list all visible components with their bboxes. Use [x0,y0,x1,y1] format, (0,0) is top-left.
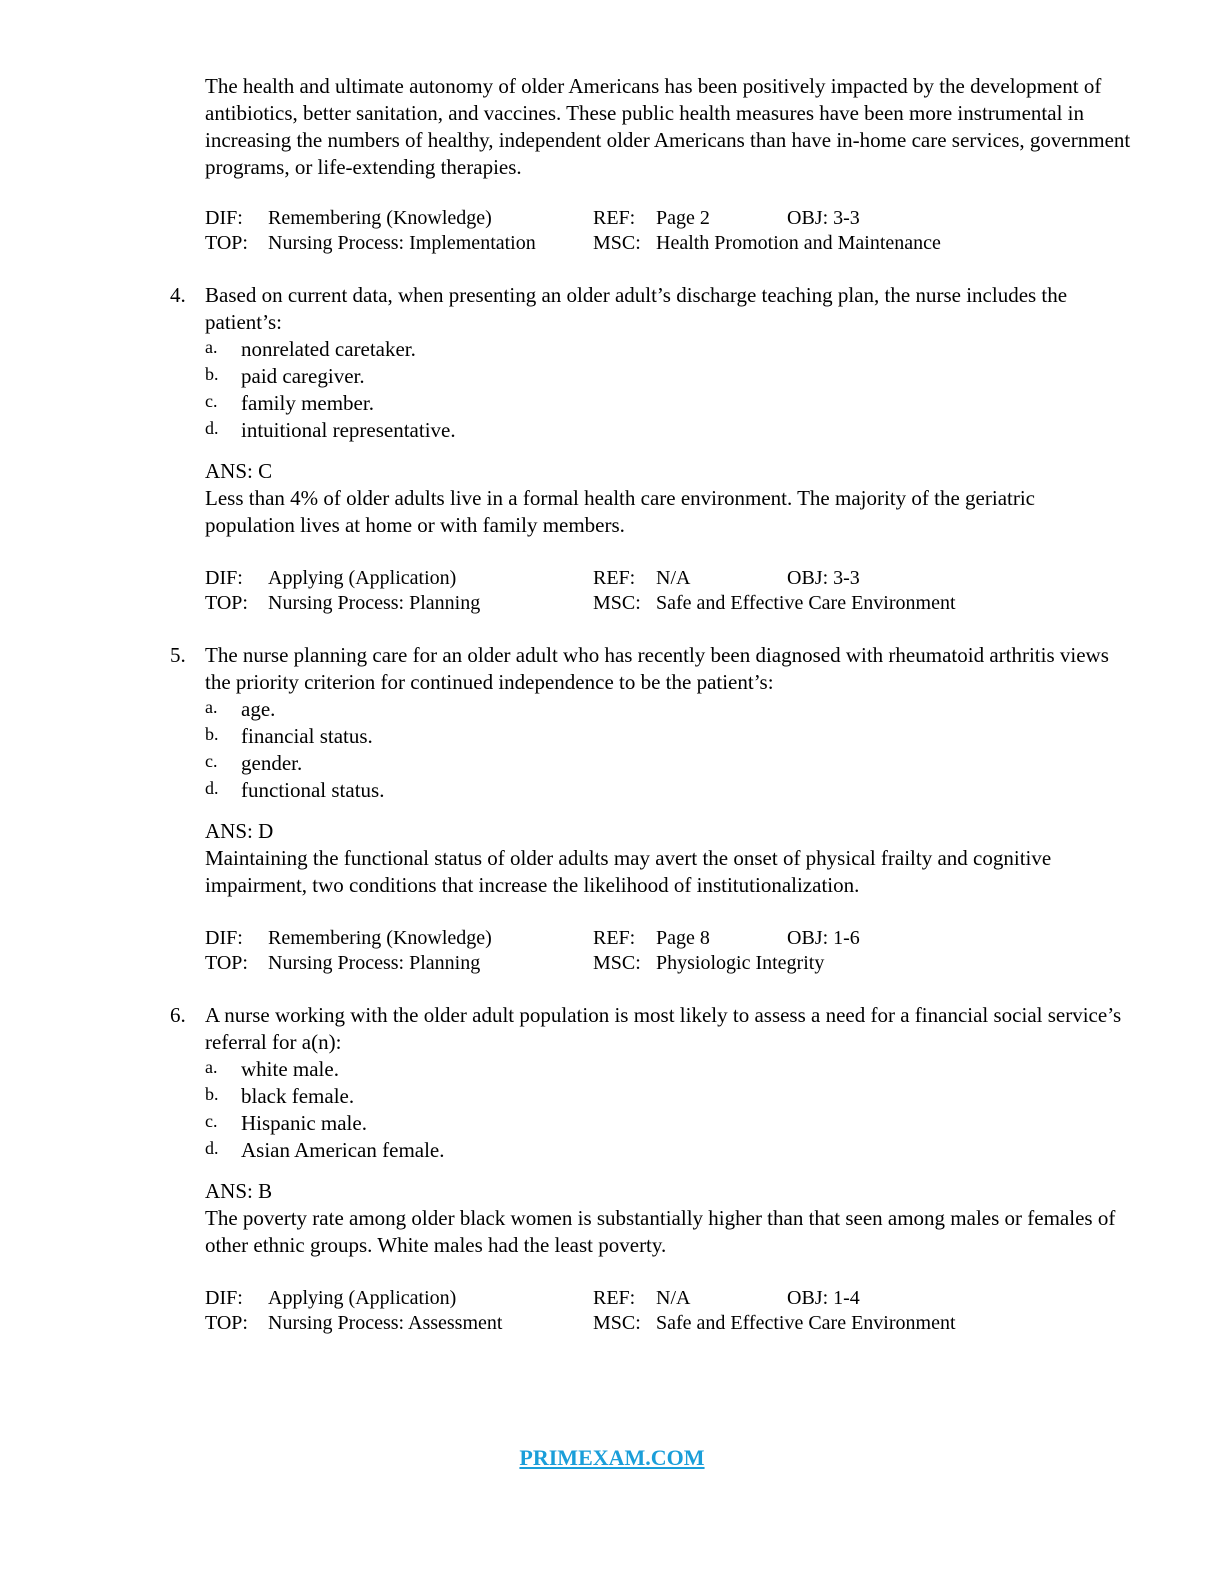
question-stem: The nurse planning care for an older adult who has recently been diagnosed with rheumatoid arthritis views the priority criterion for continued independence to be the patient’s: [205,643,1109,694]
answer-key: ANS: D [205,819,274,843]
option-letter: c. [205,391,218,411]
question-stem: Based on current data, when presenting an older adult’s discharge teaching plan, the nurse includes the patient’s: [205,283,1068,334]
option-text: nonrelated caretaker. [241,337,416,361]
ref-value: Page 8 [656,927,710,949]
top-value: Nursing Process: Planning [268,952,481,974]
option-a [170,1056,1130,1083]
question-number: 4. [170,283,186,307]
msc-value: Health Promotion and Maintenance [656,232,941,254]
option-list [170,1056,1130,1164]
dif-value: Applying (Application) [268,1287,457,1309]
obj-value: OBJ: 1-4 [787,1287,860,1309]
meta-row-top [205,591,1105,616]
option-letter: b. [205,364,219,384]
option-list [170,696,1130,804]
option-d [170,777,1130,804]
option-text: intuitional representative. [241,418,456,442]
option-letter: a. [205,1057,218,1077]
top-label: TOP: [205,592,248,614]
rationale: Maintaining the functional status of older adults may avert the onset of physical frailty and cognitive impairment, two conditions that increase the likelihood of institutionalization. [205,846,1052,897]
option-letter: c. [205,751,218,771]
answer-key: ANS: B [205,1179,273,1203]
meta-row-top [205,231,1105,256]
obj-value: OBJ: 1-6 [787,927,860,949]
dif-label: DIF: [205,567,243,589]
msc-label: MSC: [593,592,641,614]
top-label: TOP: [205,952,248,974]
ref-label: REF: [593,567,636,589]
ref-value: Page 2 [656,207,710,229]
meta-row-dif [205,566,1105,591]
footer-website-link[interactable]: PRIMEXAM.COM [519,1445,705,1470]
option-letter: b. [205,1084,219,1104]
msc-label: MSC: [593,232,641,254]
question-5 [170,642,1130,899]
option-c [170,390,1130,417]
question-number: 6. [170,1003,186,1027]
ref-value: N/A [656,1287,691,1309]
meta-row-dif [205,1286,1105,1311]
ref-label: REF: [593,1287,636,1309]
meta-row-dif [205,206,1105,231]
option-text: white male. [241,1057,339,1081]
option-letter: c. [205,1111,218,1131]
msc-label: MSC: [593,952,641,974]
option-text: age. [241,697,276,721]
rationale: Less than 4% of older adults live in a formal health care environment. The majority of the geriatric population lives at home or with family members. [205,486,1035,537]
option-text: black female. [241,1084,355,1108]
answer-key: ANS: C [205,459,273,483]
question-6 [170,1002,1130,1259]
msc-value: Safe and Effective Care Environment [656,1312,956,1334]
option-text: gender. [241,751,303,775]
top-value: Nursing Process: Planning [268,592,481,614]
question-stem: A nurse working with the older adult population is most likely to assess a need for a financial social service’s referral for a(n): [205,1003,1122,1054]
option-list [170,336,1130,444]
meta-row-top [205,951,1105,976]
option-b [170,723,1130,750]
top-value: Nursing Process: Implementation [268,232,536,254]
option-d [170,417,1130,444]
dif-label: DIF: [205,1287,243,1309]
dif-label: DIF: [205,207,243,229]
top-label: TOP: [205,232,248,254]
ref-label: REF: [593,927,636,949]
option-a [170,696,1130,723]
option-letter: a. [205,337,218,357]
option-letter: b. [205,724,219,744]
obj-value: OBJ: 3-3 [787,567,860,589]
q6-metadata [205,1286,1105,1336]
question-number: 5. [170,643,186,667]
top-label: TOP: [205,1312,248,1334]
q4-metadata [205,566,1105,616]
dif-value: Applying (Application) [268,567,457,589]
option-text: financial status. [241,724,373,748]
ref-label: REF: [593,207,636,229]
msc-value: Physiologic Integrity [656,952,825,974]
meta-row-dif [205,926,1105,951]
option-d [170,1137,1130,1164]
question-4 [170,282,1130,539]
q3-rationale: The health and ultimate autonomy of older Americans has been positively impacted by the development of antibiotics, better sanitation, and vaccines. These public health measures have been more instrumental in increasing the numbers of healthy, independent older Americans than have in-home care services, government programs, or life-extending therapies. [205,74,1131,179]
option-text: Hispanic male. [241,1111,367,1135]
option-c [170,1110,1130,1137]
option-text: functional status. [241,778,385,802]
ref-value: N/A [656,567,691,589]
msc-value: Safe and Effective Care Environment [656,592,956,614]
meta-row-top [205,1311,1105,1336]
answer-block [205,818,1130,899]
dif-value: Remembering (Knowledge) [268,207,492,229]
option-b [170,1083,1130,1110]
obj-value: OBJ: 3-3 [787,207,860,229]
answer-block [205,458,1130,539]
q3-metadata [205,206,1105,256]
option-letter: d. [205,1138,219,1158]
option-c [170,750,1130,777]
option-text: Asian American female. [241,1138,445,1162]
rationale: The poverty rate among older black women is substantially higher than that seen among males or females of other ethnic groups. White males had the least poverty. [205,1206,1116,1257]
dif-label: DIF: [205,927,243,949]
option-letter: d. [205,418,219,438]
option-a [170,336,1130,363]
option-text: family member. [241,391,374,415]
top-value: Nursing Process: Assessment [268,1312,503,1334]
q5-metadata [205,926,1105,976]
answer-block [205,1178,1130,1259]
option-letter: a. [205,697,218,717]
msc-label: MSC: [593,1312,641,1334]
dif-value: Remembering (Knowledge) [268,927,492,949]
option-letter: d. [205,778,219,798]
option-text: paid caregiver. [241,364,365,388]
option-b [170,363,1130,390]
